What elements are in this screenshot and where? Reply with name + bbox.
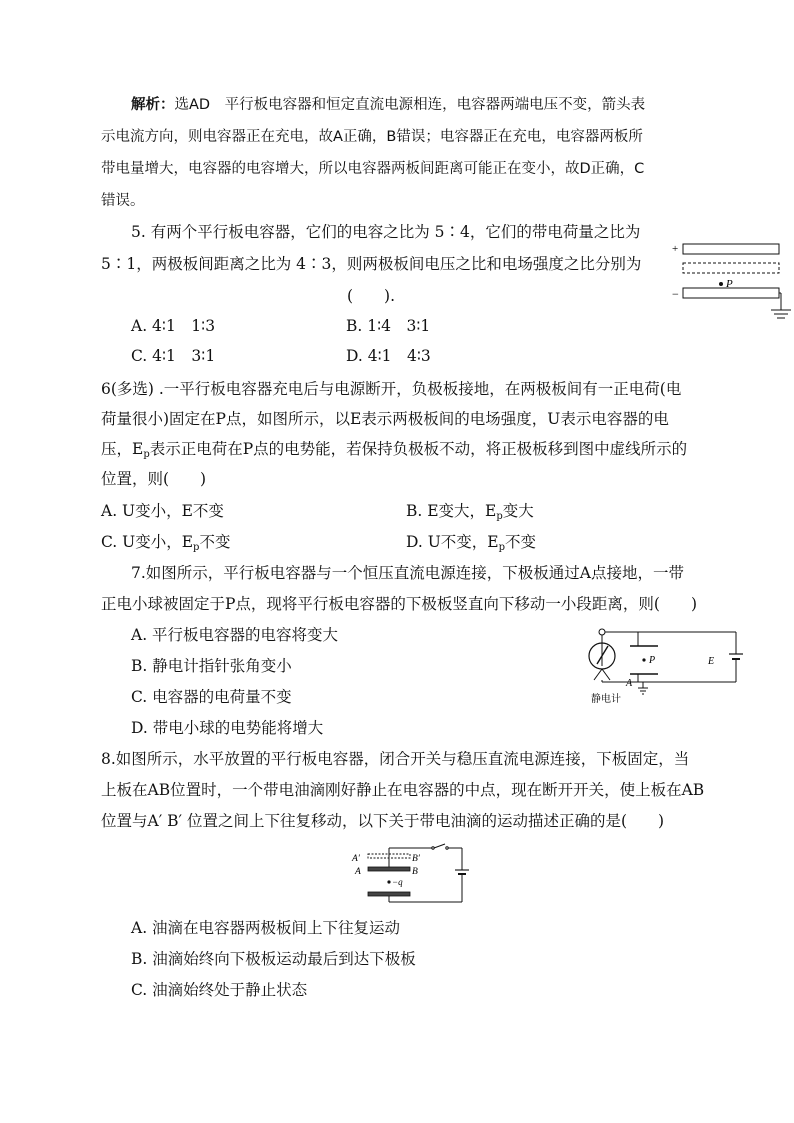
point-p-label: P	[649, 655, 656, 666]
plate-ab	[368, 867, 410, 871]
positive-plate	[683, 244, 779, 254]
charge-label: −q	[392, 877, 403, 887]
electrometer-circuit-figure	[588, 626, 748, 710]
q6-line-2: 荷量很小)固定在P点，如图所示，以E表示两极板间的电场强度，U表示电容器的电	[101, 410, 669, 428]
ball-p-dot	[642, 658, 645, 661]
lower-plate	[368, 892, 410, 896]
point-a-label: A	[626, 678, 633, 689]
switch-lever	[434, 844, 445, 848]
q7-line-2: 正电小球被固定于P点，现将平行板电容器的下极板竖直向下移动一小段距离，则( )	[101, 595, 698, 613]
point-p-label: P	[726, 278, 733, 290]
analysis-line-1: 解析：选AD 平行板电容器和恒定直流电源相连，电容器两端电压不变，箭头表	[131, 97, 646, 113]
q5-line-2: 5∶1，两极板间距离之比为 4∶3，则两极板间电压之比和电场强度之比分别为	[101, 255, 642, 273]
q5-line-1: 5. 有两个平行板电容器，它们的电容之比为 5∶4，它们的带电荷量之比为	[131, 223, 641, 241]
analysis-line-2: 示电流方向，则电容器正在充电，故A正确，B错误；电容器正在充电，电容器两板所	[101, 129, 643, 145]
q5-option-c: C. 4∶1 3∶1	[131, 347, 216, 365]
analysis-line-4: 错误。	[101, 193, 145, 209]
capacitor-figure	[670, 238, 794, 320]
switch-terminal	[432, 847, 434, 849]
q6-option-a: A. U变小，E不变	[101, 502, 224, 520]
electrometer-label: 静电计	[591, 694, 621, 705]
q7-option-c: C. 电容器的电荷量不变	[131, 688, 292, 706]
analysis-label: 解析：	[131, 97, 175, 113]
q7-option-b: B. 静电计指针张角变小	[131, 657, 292, 675]
oil-drop-capacitor-figure	[352, 842, 472, 906]
q5-option-d: D. 4∶1 4∶3	[346, 347, 431, 365]
q7-option-a: A. 平行板电容器的电容将变大	[131, 626, 339, 644]
electrometer-knob	[599, 629, 605, 635]
q8-line-1: 8.如图所示，水平放置的平行板电容器，闭合开关与稳压直流电源连接，下板固定，当	[101, 750, 690, 768]
label-b: B	[412, 867, 418, 877]
label-a-prime: A′	[352, 854, 360, 864]
q5-option-b: B. 1∶4 3∶1	[346, 317, 431, 335]
moved-plate-dashed	[683, 263, 779, 273]
source-e-label: E	[708, 656, 715, 667]
q8-option-c: C. 油滴始终处于静止状态	[131, 981, 308, 999]
q6-line-3: 压，$E_p$表示正电荷在P点的电势能，若保持负极板不动，将正极板移到图中虚线所示的	[101, 440, 688, 460]
q6-option-d: D. U不变，$E_p$不变	[406, 533, 537, 553]
q5-answer-blank: ( ).	[347, 287, 396, 305]
q7-option-d: D. 带电小球的电势能将增大	[131, 719, 324, 737]
analysis-line-3: 带电量增大，电容器的电容增大，所以电容器两板间距离可能正在变小，故D正确，C	[101, 161, 645, 177]
q8-option-a: A. 油滴在电容器两极板间上下往复运动	[131, 919, 401, 937]
label-b-prime: B′	[412, 854, 420, 864]
q6-line-4: 位置，则( )	[101, 470, 207, 488]
minus-sign: −	[672, 287, 679, 301]
charge-p-dot	[719, 282, 723, 286]
q8-line-2: 上板在AB位置时，一个带电油滴刚好静止在电容器的中点，现在断开开关，使上板在AB	[101, 781, 705, 799]
plus-sign: +	[672, 243, 679, 255]
q8-line-3: 位置与A′ B′ 位置之间上下往复移动，以下关于带电油滴的运动描述正确的是( )	[101, 812, 665, 830]
q6-option-b: B. E变大，$E_p$变大	[406, 502, 534, 522]
label-a: A	[355, 867, 361, 877]
q6-line-1: 6(多选) .一平行板电容器充电后与电源断开，负极板接地，在两极板间有一正电荷(电	[101, 380, 682, 398]
q7-line-1: 7.如图所示，平行板电容器与一个恒压直流电源连接，下极板通过A点接地，一带	[131, 564, 684, 582]
oil-drop	[387, 880, 390, 883]
q5-option-a: A. 4∶1 1∶3	[131, 317, 216, 335]
q8-option-b: B. 油滴始终向下极板运动最后到达下极板	[131, 950, 416, 968]
q6-option-c: C. U变小，$E_p$不变	[101, 533, 231, 553]
